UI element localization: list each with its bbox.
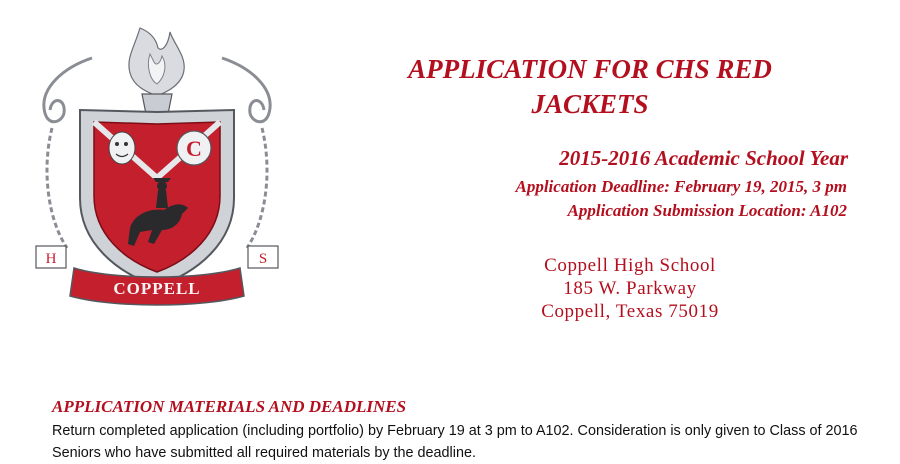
application-deadline: Application Deadline: February 19, 2015, 3 pm (515, 177, 847, 196)
school-name: Coppell High School (544, 255, 716, 276)
flag-left-letter: H (45, 251, 57, 267)
flag-right-letter: S (258, 251, 268, 267)
coppell-crest-emblem (22, 18, 292, 318)
street-address: 185 W. Parkway (563, 278, 697, 299)
flame-icon (129, 28, 184, 96)
school-address (505, 254, 755, 323)
theatre-masks-icon (109, 132, 135, 164)
banner-text: COPPELL (113, 279, 201, 298)
page-title: APPLICATION FOR CHS RED JACKETS (408, 54, 772, 119)
shield-letter-c (177, 131, 211, 165)
svg-text:C: C (186, 136, 202, 161)
academic-year: 2015-2016 Academic School Year (559, 146, 848, 170)
section-body: Return completed application (including portfolio) by February 19 at 3 pm to A102. Consideration is only given to Class of 2016 Seniors who have submitted all required materials by the deadline. (52, 423, 858, 461)
flag-right (248, 246, 278, 268)
city-state-zip: Coppell, Texas 75019 (541, 301, 719, 322)
submission-location: Application Submission Location: A102 (567, 201, 847, 220)
flag-left (36, 246, 66, 268)
section-heading: APPLICATION MATERIALS AND DEADLINES (52, 397, 407, 416)
